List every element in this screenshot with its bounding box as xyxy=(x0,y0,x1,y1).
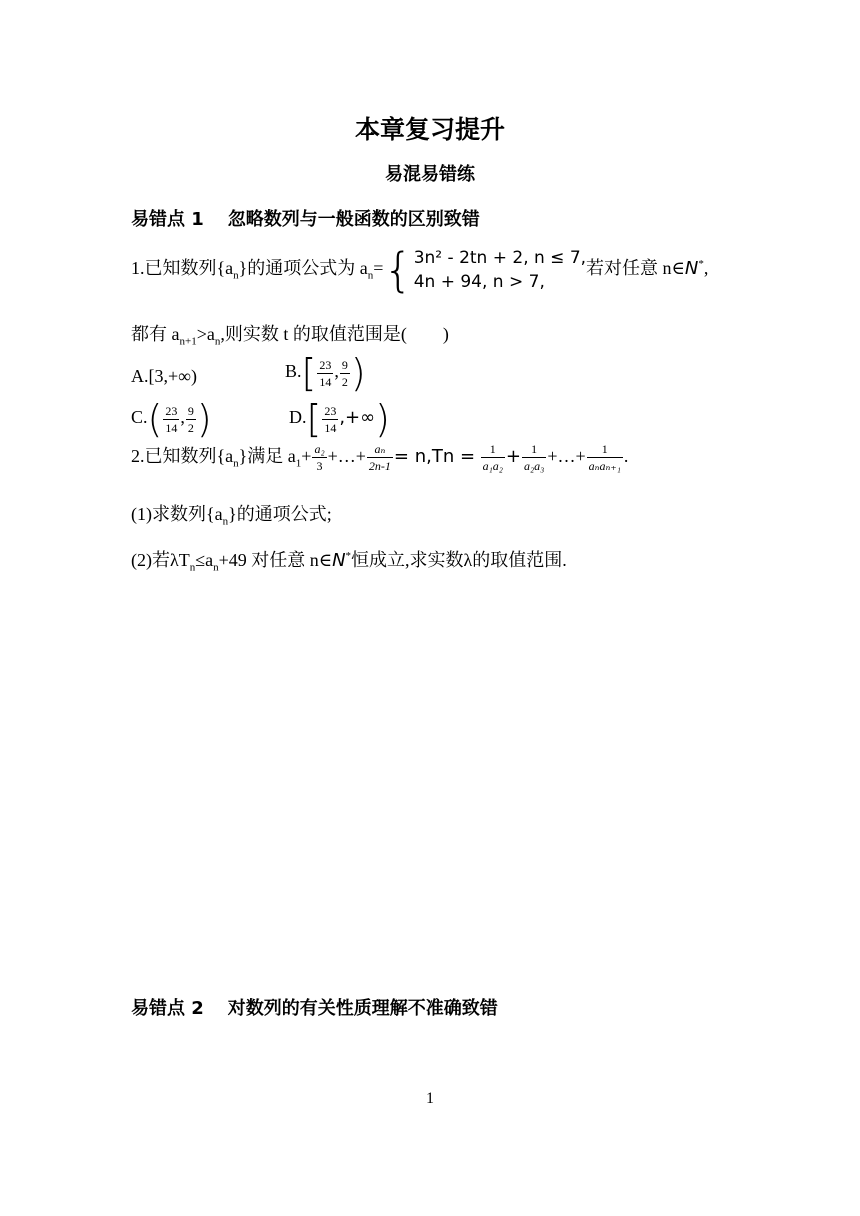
section-text: 对数列的有关性质理解不准确致错 xyxy=(227,998,498,1019)
fraction: $\frac{\text{aₙ}}{2n-1}$ xyxy=(368,442,391,474)
fraction: $\frac{1}{\text{a₂a₃}}$ xyxy=(524,442,545,474)
section-label: 易错点 1 xyxy=(131,209,204,230)
question-1-line-1: 1.已知数列$\{a_n\}$的通项公式为 $a_n=${ 3n² - 2tn + 2, n ≤ 7, 4n + 94, n > 7, 若对任意 n∈N*, xyxy=(131,243,709,297)
option-c: C.( $\frac{23}{14}$ , $\frac{9}{2}$ ) xyxy=(131,397,212,441)
option-b: B.[ $\frac{23}{14}$ , $\frac{9}{2}$ ) xyxy=(285,351,366,395)
option-d: D.[ $\frac{23}{14}$ ,+∞) xyxy=(289,397,390,441)
page-subtitle: 易混易错练 xyxy=(385,164,475,185)
left-brace: { xyxy=(383,243,413,297)
page-title: 本章复习提升 xyxy=(354,115,505,144)
section-label: 易错点 2 xyxy=(131,998,204,1019)
case-1: 3n² - 2tn + 2, n ≤ 7, xyxy=(413,248,587,268)
fraction: $\frac{9}{2}$ xyxy=(187,403,194,435)
question-1-line-2: 都有 $a_{n+1}>a_n$,则实数 t 的取值范围是( ) xyxy=(131,324,449,348)
case-2: 4n + 94, n > 7, xyxy=(413,272,545,292)
fraction: $\frac{9}{2}$ xyxy=(341,357,348,389)
piecewise-cases xyxy=(414,246,586,294)
section-heading-1 xyxy=(131,205,480,231)
question-2-line-1: 2.已知数列$\{a_n\}$满足 $a_1+$ $\frac{\text{a₂}}{3}$ +…+ $\frac{\text{aₙ}}{2n-1}$ = n,Tn = $\frac{1}{\text{a₁a₂}}$ + $\frac{1}{\text{a₂a₃}}$ +…+ $\frac{1}{\text{aₙaₙ₊₁}}$ . xyxy=(131,442,629,474)
fraction: $\frac{23}{14}$ xyxy=(165,403,178,435)
fraction: $\frac{23}{14}$ xyxy=(319,357,332,389)
fraction: $\frac{1}{\text{a₁a₂}}$ xyxy=(482,442,503,474)
question-2-part-1: (1)求数列$\{a_n\}$的通项公式; xyxy=(131,504,332,528)
option-a: A.[3,+∞) xyxy=(131,366,197,386)
section-text: 忽略数列与一般函数的区别致错 xyxy=(227,209,480,230)
fraction: $\frac{\text{a₂}}{3}$ xyxy=(314,442,325,474)
fraction: $\frac{23}{14}$ xyxy=(324,403,337,435)
fraction: $\frac{1}{\text{aₙaₙ₊₁}}$ xyxy=(588,442,621,474)
section-heading-2 xyxy=(131,994,498,1020)
page-number: 1 xyxy=(426,1090,434,1107)
question-2-part-2: (2)若$\lambda T_n\le a_n+49$ 对任意 n∈N*恒成立,求实数λ的取值范围. xyxy=(131,550,567,574)
